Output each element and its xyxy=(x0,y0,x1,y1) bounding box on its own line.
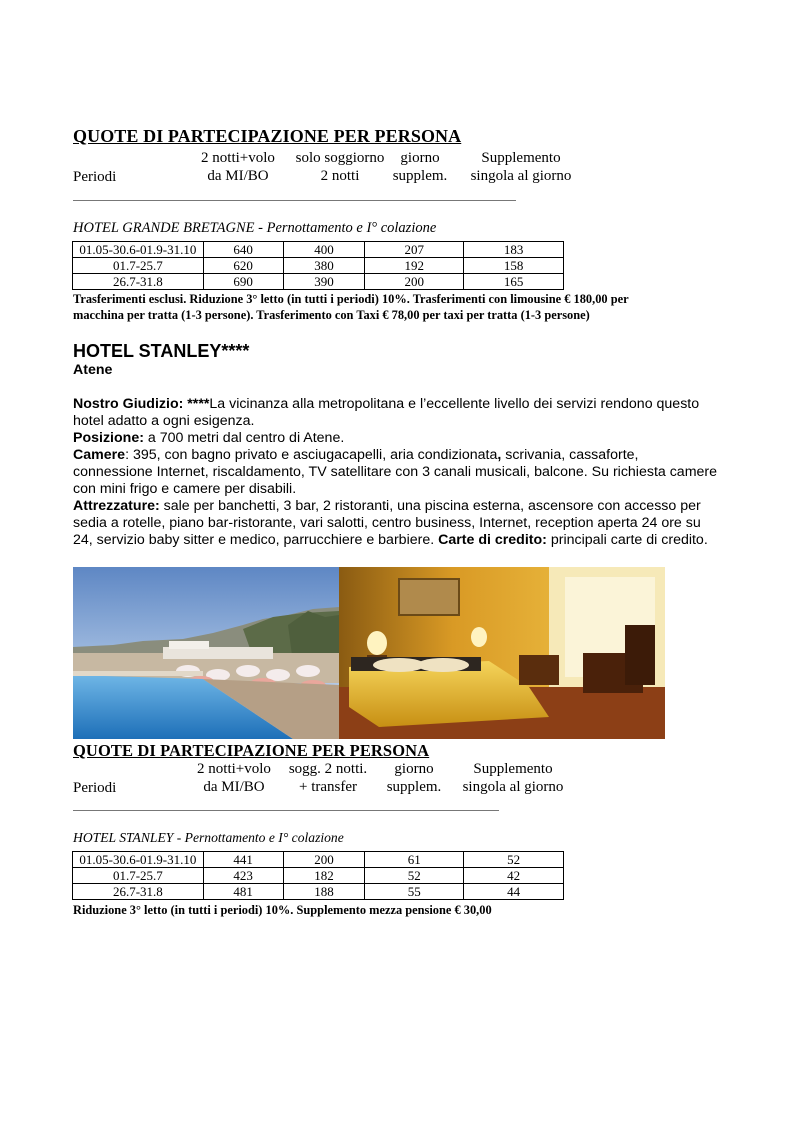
divider-1 xyxy=(73,200,516,201)
price-table-1-cell: 400 xyxy=(283,242,365,258)
hotel-description xyxy=(73,396,718,549)
price-table-1-row xyxy=(73,274,564,290)
price-table-2-cell: 01.05-30.6-01.9-31.10 xyxy=(73,852,204,868)
price-table-1-cell: 158 xyxy=(464,258,564,274)
col-periodi-2: Periodi xyxy=(73,780,117,796)
giudizio-label: Nostro Giudizio: **** xyxy=(73,396,210,412)
col-soggiorno-2-l2: + transfer xyxy=(298,779,357,795)
price-table-2-cell: 52 xyxy=(365,868,464,884)
col-soggiorno-1-l2: 2 notti xyxy=(320,168,360,184)
divider-2 xyxy=(73,810,499,811)
quote-title-1: QUOTE DI PARTECIPAZIONE PER PERSONA xyxy=(73,126,462,146)
col-supplemento-2-l1: Supplemento xyxy=(473,761,553,777)
price-table-1 xyxy=(72,241,564,290)
carte-label: Carte di credito: xyxy=(438,532,547,548)
hotel-room-photo xyxy=(339,567,665,739)
col-notti-volo-2 xyxy=(184,760,284,796)
price-table-1-cell: 380 xyxy=(283,258,365,274)
price-table-2-row xyxy=(73,884,564,900)
price-table-1-row xyxy=(73,242,564,258)
price-table-2-cell: 182 xyxy=(283,868,365,884)
price-table-1-cell: 690 xyxy=(203,274,283,290)
price-table-2-cell: 42 xyxy=(464,868,564,884)
col-giorno-1 xyxy=(380,149,460,185)
camere-paragraph xyxy=(73,447,718,498)
note-1-line2: macchina per tratta (1-3 persone). Trasferimento con Taxi € 78,00 per taxi per tratta (1-3 persone) xyxy=(73,308,590,322)
price-table-2-cell: 61 xyxy=(365,852,464,868)
col-periodi-1: Periodi xyxy=(73,169,117,185)
price-table-2-row xyxy=(73,852,564,868)
col-soggiorno-2 xyxy=(278,760,378,796)
price-table-1-row xyxy=(73,258,564,274)
note-1 xyxy=(73,291,773,323)
col-soggiorno-1 xyxy=(285,149,395,185)
col-supplemento-1 xyxy=(456,149,586,185)
col-notti-volo-1-l2: da MI/BO xyxy=(207,168,269,184)
col-giorno-1-l1: giorno xyxy=(400,150,440,166)
col-notti-volo-2-l1: 2 notti+volo xyxy=(197,761,271,777)
pool-terrace-photo xyxy=(73,567,339,739)
col-giorno-2 xyxy=(374,760,454,796)
price-table-1-cell: 165 xyxy=(464,274,564,290)
quote-title-2: QUOTE DI PARTECIPAZIONE PER PERSONA xyxy=(73,741,430,760)
posizione-paragraph xyxy=(73,430,718,447)
attrezzature-label: Attrezzature: xyxy=(73,498,160,514)
giudizio-text: La vicinanza alla metropolitana e l’eccellente livello dei servizi rendono questo hotel adatto a ogni esigenza. xyxy=(73,396,700,429)
price-table-1-cell: 200 xyxy=(365,274,464,290)
giudizio-paragraph xyxy=(73,396,718,430)
col-giorno-2-l2: supplem. xyxy=(386,779,442,795)
price-table-2-cell: 26.7-31.8 xyxy=(73,884,204,900)
price-table-2-cell: 01.7-25.7 xyxy=(73,868,204,884)
price-table-2-cell: 481 xyxy=(203,884,283,900)
note-1-line1: Trasferimenti esclusi. Riduzione 3° letto (in tutti i periodi) 10%. Trasferimenti con limousine € 180,00 per xyxy=(73,292,629,306)
col-notti-volo-2-l2: da MI/BO xyxy=(203,779,265,795)
col-giorno-1-l2: supplem. xyxy=(392,168,448,184)
camere-text-1: : 395, con bagno privato e asciugacapelli, aria condizionata xyxy=(125,447,498,463)
price-table-1-cell: 620 xyxy=(203,258,283,274)
price-table-2-cell: 52 xyxy=(464,852,564,868)
price-table-2-row xyxy=(73,868,564,884)
price-table-1-cell: 192 xyxy=(365,258,464,274)
price-table-2-cell: 44 xyxy=(464,884,564,900)
posizione-label: Posizione: xyxy=(73,430,144,446)
col-giorno-2-l1: giorno xyxy=(394,761,434,777)
attrezzature-paragraph xyxy=(73,498,718,549)
col-notti-volo-1 xyxy=(188,149,288,185)
camere-comma: , xyxy=(497,447,502,463)
col-supplemento-1-l1: Supplemento xyxy=(481,150,561,166)
col-supplemento-2-l2: singola al giorno xyxy=(462,779,564,795)
price-table-2 xyxy=(72,851,564,900)
hotel-name: HOTEL STANLEY**** xyxy=(73,341,250,361)
carte-text: principali carte di credito. xyxy=(546,532,708,548)
col-notti-volo-1-l1: 2 notti+volo xyxy=(201,150,275,166)
price-table-2-cell: 55 xyxy=(365,884,464,900)
hotel-line-1: HOTEL GRANDE BRETAGNE - Pernottamento e I° colazione xyxy=(73,220,437,236)
price-table-1-cell: 183 xyxy=(464,242,564,258)
col-supplemento-2 xyxy=(448,760,578,796)
price-table-1-cell: 26.7-31.8 xyxy=(73,274,204,290)
col-soggiorno-1-l1: solo soggiorno xyxy=(295,150,385,166)
posizione-text: a 700 metri dal centro di Atene. xyxy=(143,430,345,446)
price-table-1-cell: 640 xyxy=(203,242,283,258)
note-2: Riduzione 3° letto (in tutti i periodi) 10%. Supplemento mezza pensione € 30,00 xyxy=(73,903,492,917)
price-table-1-cell: 207 xyxy=(365,242,464,258)
price-table-1-cell: 01.7-25.7 xyxy=(73,258,204,274)
hotel-line-2: HOTEL STANLEY - Pernottamento e I° colazione xyxy=(73,830,344,845)
hotel-city: Atene xyxy=(73,362,113,378)
price-table-2-cell: 441 xyxy=(203,852,283,868)
col-supplemento-1-l2: singola al giorno xyxy=(470,168,572,184)
price-table-2-cell: 423 xyxy=(203,868,283,884)
attrezzature-text: sale per banchetti, 3 bar, 2 ristoranti, una piscina esterna, ascensore con accesso per sedia a rotelle, piano bar-ristorante, vari salotti, centro business, Internet, reception aperta 24 ore su 24, servizio baby sitter e medico, parrucchiere e barbiere. xyxy=(73,498,701,548)
col-soggiorno-2-l1: sogg. 2 notti. xyxy=(288,761,368,777)
price-table-2-cell: 188 xyxy=(283,884,365,900)
camere-text-2: scrivania, cassaforte, connessione Internet, riscaldamento, TV satellitare con 3 canali musicali, balcone. Su richiesta camere con mini frigo e camere per disabili. xyxy=(73,447,718,497)
price-table-1-cell: 01.05-30.6-01.9-31.10 xyxy=(73,242,204,258)
camere-label: Camere xyxy=(73,447,126,463)
price-table-2-cell: 200 xyxy=(283,852,365,868)
price-table-1-cell: 390 xyxy=(283,274,365,290)
